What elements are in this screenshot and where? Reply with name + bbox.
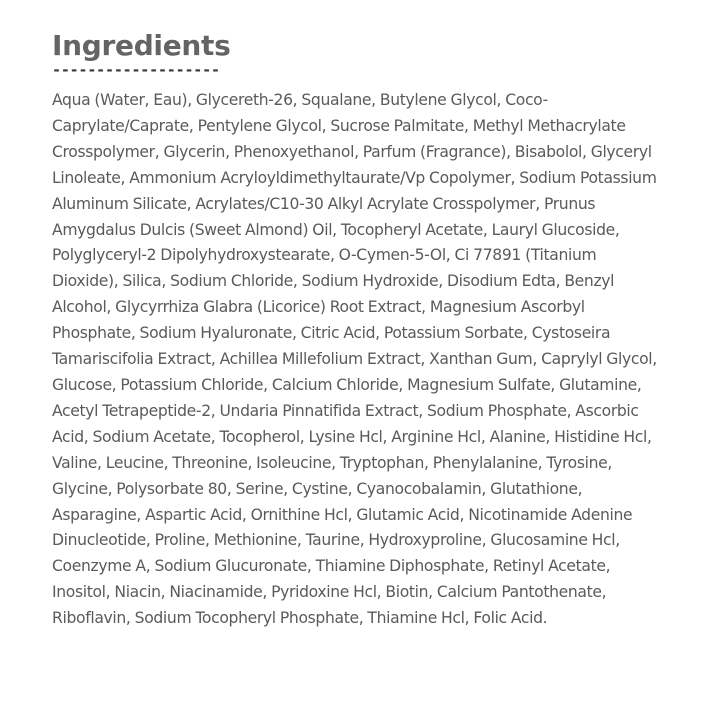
ingredients-panel [52, 28, 664, 632]
heading-underline: ------------------- [52, 61, 220, 79]
ingredients-list-text: Aqua (Water, Eau), Glycereth-26, Squalane, Butylene Glycol, Coco-Caprylate/Caprate, Pentylene Glycol, Sucrose Palmitate, Methyl Methacrylate Crosspolymer, Glycerin, Phenoxyethanol, Parfum (Fragrance), Bisabolol, Glyceryl Linoleate, Ammonium Acryloyldimethyltaurate/Vp Copolymer, Sodium Potassium Aluminum Silicate, Acrylates/C10-30 Alkyl Acrylate Crosspolymer, Prunus Amygdalus Dulcis (Sweet Almond) Oil, Tocopheryl Acetate, Lauryl Glucoside, Polyglyceryl-2 Dipolyhydroxystearate, O-Cymen-5-Ol, Ci 77891 (Titanium Dioxide), Silica, Sodium Chloride, Sodium Hydroxide, Disodium Edta, Benzyl Alcohol, Glycyrrhiza Glabra (Licorice) Root Extract, Magnesium Ascorbyl Phosphate, Sodium Hyaluronate, Citric Acid, Potassium Sorbate, Cystoseira Tamariscifolia Extract, Achillea Millefolium Extract, Xanthan Gum, Caprylyl Glycol, Glucose, Potassium Chloride, Calcium Chloride, Magnesium Sulfate, Glutamine, Acetyl Tetrapeptide-2, Undaria Pinnatifida Extract, Sodium Phosphate, Ascorbic Acid, Sodium Acetate, Tocopherol, Lysine Hcl, Arginine Hcl, Alanine, Histidine Hcl, Valine, Leucine, Threonine, Isoleucine, Tryptophan, Phenylalanine, Tyrosine, Glycine, Polysorbate 80, Serine, Cystine, Cyanocobalamin, Glutathione, Asparagine, Aspartic Acid, Ornithine Hcl, Glutamic Acid, Nicotinamide Adenine Dinucleotide, Proline, Methionine, Taurine, Hydroxyproline, Glucosamine Hcl, Coenzyme A, Sodium Glucuronate, Thiamine Diphosphate, Retinyl Acetate, Inositol, Niacin, Niacinamide, Pyridoxine Hcl, Biotin, Calcium Pantothenate, Riboflavin, Sodium Tocopheryl Phosphate, Thiamine Hcl, Folic Acid. [52, 91, 657, 628]
ingredients-heading: Ingredients [52, 29, 231, 62]
